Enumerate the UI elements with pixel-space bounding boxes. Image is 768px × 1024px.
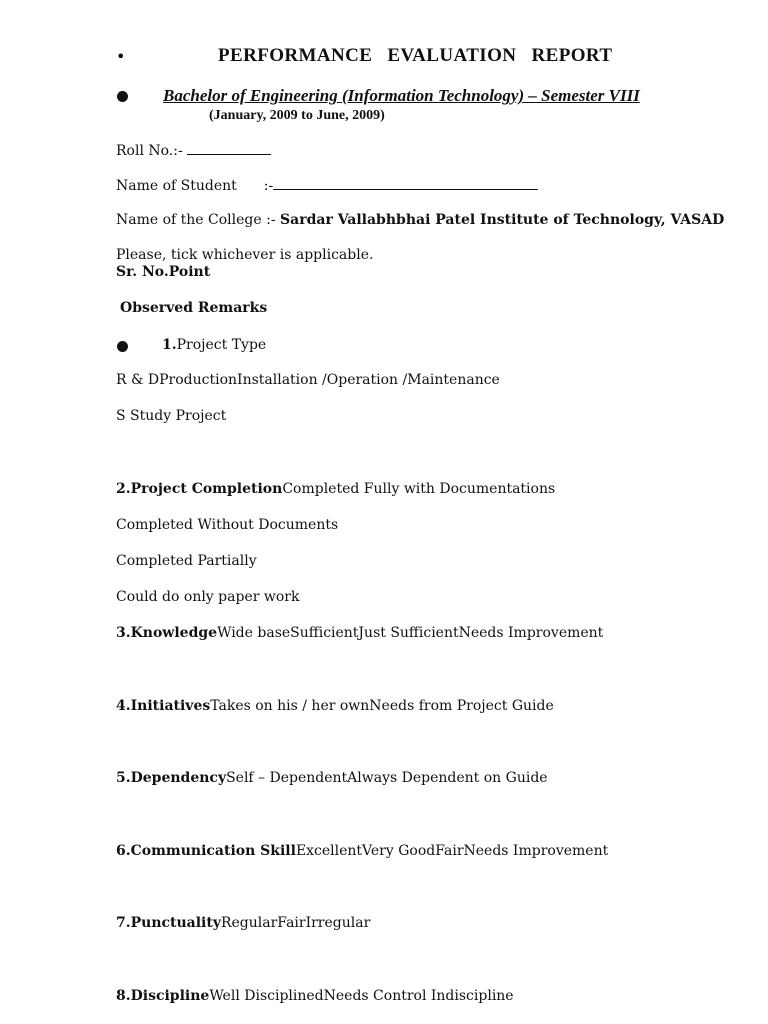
program-subtitle: Bachelor of Engineering (Information Technology) – Semester VIII xyxy=(163,86,640,105)
title-bullet: • xyxy=(116,47,126,66)
college-value: Sardar Vallabhbhai Patel Institute of Technology, VASAD xyxy=(280,212,725,228)
item3-knowledge xyxy=(116,624,603,642)
item6-options: ExcellentVery GoodFairNeeds Improvement xyxy=(295,843,609,859)
item4-initiatives xyxy=(116,697,554,715)
column-header-observed-remarks: Observed Remarks xyxy=(120,300,268,316)
item6-label: 6.Communication Skill xyxy=(116,843,296,859)
report-title: PERFORMANCE EVALUATION REPORT xyxy=(218,45,613,66)
semester-dates: (January, 2009 to June, 2009) xyxy=(209,108,385,123)
item1-bullet xyxy=(117,339,128,357)
item2-label: 2.Project Completion xyxy=(116,481,283,497)
item8-options: Well DisciplinedNeeds Control Indiscipline xyxy=(209,988,514,1004)
college-field xyxy=(116,211,724,229)
student-name-label: Name of Student xyxy=(116,178,237,194)
student-name-separator: :- xyxy=(263,178,274,194)
item1-options-line1: R & DProductionInstallation /Operation /Maintenance xyxy=(116,372,500,388)
item2-option2: Completed Without Documents xyxy=(116,517,339,533)
item2-option3: Completed Partially xyxy=(116,553,257,569)
item2-project-completion xyxy=(116,480,555,498)
item3-label: 3.Knowledge xyxy=(116,625,218,641)
roll-no-field xyxy=(116,142,271,160)
item2-option4: Could do only paper work xyxy=(116,589,300,605)
item1-options-line2: S Study Project xyxy=(116,408,227,424)
college-label: Name of the College :- xyxy=(116,212,276,228)
column-header-sr-no-point: Sr. No.Point xyxy=(116,264,211,280)
item2-option1: Completed Fully with Documentations xyxy=(282,481,556,497)
item3-options: Wide baseSufficientJust SufficientNeeds Improvement xyxy=(217,625,604,641)
item5-options: Self – DependentAlways Dependent on Guide xyxy=(226,770,548,786)
item7-options: RegularFairIrregular xyxy=(220,915,371,931)
item1-label: Project Type xyxy=(176,337,267,353)
item1-number: 1. xyxy=(162,337,177,353)
item8-label: 8.Discipline xyxy=(116,988,210,1004)
item4-options: Takes on his / her ownNeeds from Project Guide xyxy=(210,698,554,714)
subtitle-bullet xyxy=(117,89,128,107)
roll-no-blank xyxy=(187,142,271,155)
roll-no-label: Roll No.:- xyxy=(116,143,183,159)
item5-label: 5.Dependency xyxy=(116,770,227,786)
item6-communication-skill xyxy=(116,842,608,860)
item8-discipline xyxy=(116,987,514,1005)
student-name-blank xyxy=(273,177,538,190)
item7-label: 7.Punctuality xyxy=(116,915,221,931)
item1-project-type xyxy=(162,336,266,354)
item7-punctuality xyxy=(116,914,370,932)
tick-instruction: Please, tick whichever is applicable. xyxy=(116,247,374,263)
item4-label: 4.Initiatives xyxy=(116,698,211,714)
student-name-field xyxy=(116,177,538,195)
item5-dependency xyxy=(116,769,548,787)
